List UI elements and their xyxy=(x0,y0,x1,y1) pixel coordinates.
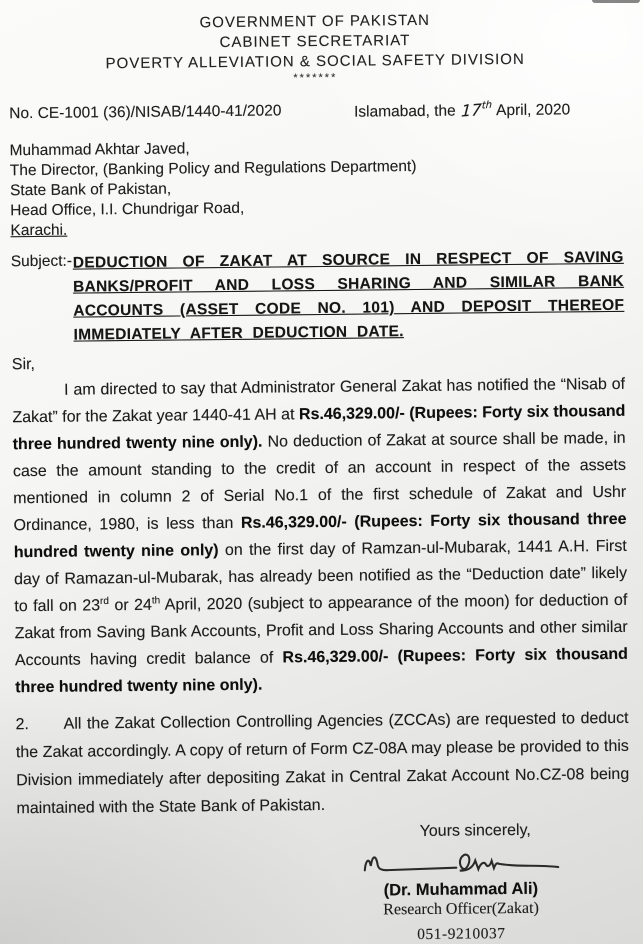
place-and-date xyxy=(354,99,570,121)
nisab-amount-bold: Rs.46,329.00/- (Rupees: Forty six thousand three hundred twenty nine only). xyxy=(15,645,628,697)
handwritten-day xyxy=(460,99,492,121)
subject-text: DEDUCTION OF ZAKAT AT SOURCE IN RESPECT OF SAVING BANKS/PROFIT AND LOSS SHARING AND SIMILAR BANK ACCOUNTS (ASSET CODE NO. 101) AND DEPOSIT THEREOF IMMEDIATELY AFTER DEDUCTION DATE. xyxy=(72,248,625,344)
salutation: Sir, xyxy=(11,356,36,374)
valediction: Yours sincerely, xyxy=(419,821,531,840)
place-date-prefix: Islamabad, the xyxy=(353,102,456,121)
recipient-name: Muhammad Akhtar Javed, xyxy=(9,140,190,160)
letterhead-divider-stars: ******* xyxy=(293,71,338,85)
signatory-title: Research Officer(Zakat) xyxy=(383,899,539,919)
signatory-phone: 051-9210037 xyxy=(417,925,506,944)
ordinal-rd: rd xyxy=(99,595,109,608)
subject-label: Subject:- xyxy=(10,252,73,271)
letterhead-government: GOVERNMENT OF PAKISTAN xyxy=(199,11,431,32)
ordinal-th: th xyxy=(151,595,161,607)
day-ordinal: th xyxy=(481,99,493,112)
para1-text: on the first day of Ramzan-ul-Mubarak, 1441 A.H. First day of Ramazan-ul-Mubarak, has already been notified as the “Deduction date” likely to fall on 23 xyxy=(14,537,628,616)
signatory-name: (Dr. Muhammad Ali) xyxy=(383,879,539,900)
para1-text: I am directed to say that Administrator General Zakat has notified the “Nisab of Zakat” for the Zakat year 1440-41 AH at xyxy=(12,375,626,427)
nisab-amount-bold: Rs.46,329.00/- (Rupees: Forty six thousand three hundred twenty nine only) xyxy=(13,510,627,562)
day-number: 17 xyxy=(460,99,482,121)
reference-row xyxy=(9,99,622,125)
letterhead-secretariat: CABINET SECRETARIAT xyxy=(219,32,411,52)
reference-number: No. CE-1001 (36)/NISAB/1440-41/2020 xyxy=(9,102,282,123)
para1-text: April, 2020 (subject to appearance of the moon) for deduction of Zakat from Saving Bank Accounts, Profit and Loss Sharing Accounts and other similar Accounts having credit balance of xyxy=(14,591,628,670)
letterhead-division: POVERTY ALLEVIATION & SOCIAL SAFETY DIVISION xyxy=(105,50,525,73)
para1-text: or 24 xyxy=(108,596,152,615)
closing-block xyxy=(333,821,589,944)
recipient-organization: State Bank of Pakistan, xyxy=(9,180,172,200)
subject-block xyxy=(11,246,625,348)
date-rest: April, 2020 xyxy=(496,101,571,120)
para2-text: All the Zakat Collection Controlling Agencies (ZCCAs) are requested to deduct the Zakat accordingly. A copy of return of Form CZ-08A may please be provided to this Division immediately after depositing Zakat in Central Zakat Account No.CZ-08 being maintained with the State Bank of Pakistan. xyxy=(15,709,630,818)
body-paragraph-1 xyxy=(12,371,628,701)
recipient-street: Head Office, I.I. Chundrigar Road, xyxy=(10,199,245,220)
recipient-address xyxy=(10,135,624,241)
nisab-amount-bold: Rs.46,329.00/- (Rupees: Forty six thousand three hundred twenty nine only). xyxy=(12,402,626,454)
signature-icon xyxy=(348,841,573,881)
para1-text: No deduction of Zakat at source shall be made, in case the amount standing to the credit of an account in respect of the assets mentioned in column 2 of Serial No.1 of the first schedule of Zakat and Ushr Ordinance, 1980, is less than xyxy=(12,429,627,535)
letterhead xyxy=(8,9,622,88)
recipient-city: Karachi. xyxy=(10,221,68,240)
paragraph-number: 2. xyxy=(15,716,30,734)
recipient-designation: The Director, (Banking Policy and Regulations Department) xyxy=(9,157,417,180)
body-paragraph-2 xyxy=(15,705,629,823)
